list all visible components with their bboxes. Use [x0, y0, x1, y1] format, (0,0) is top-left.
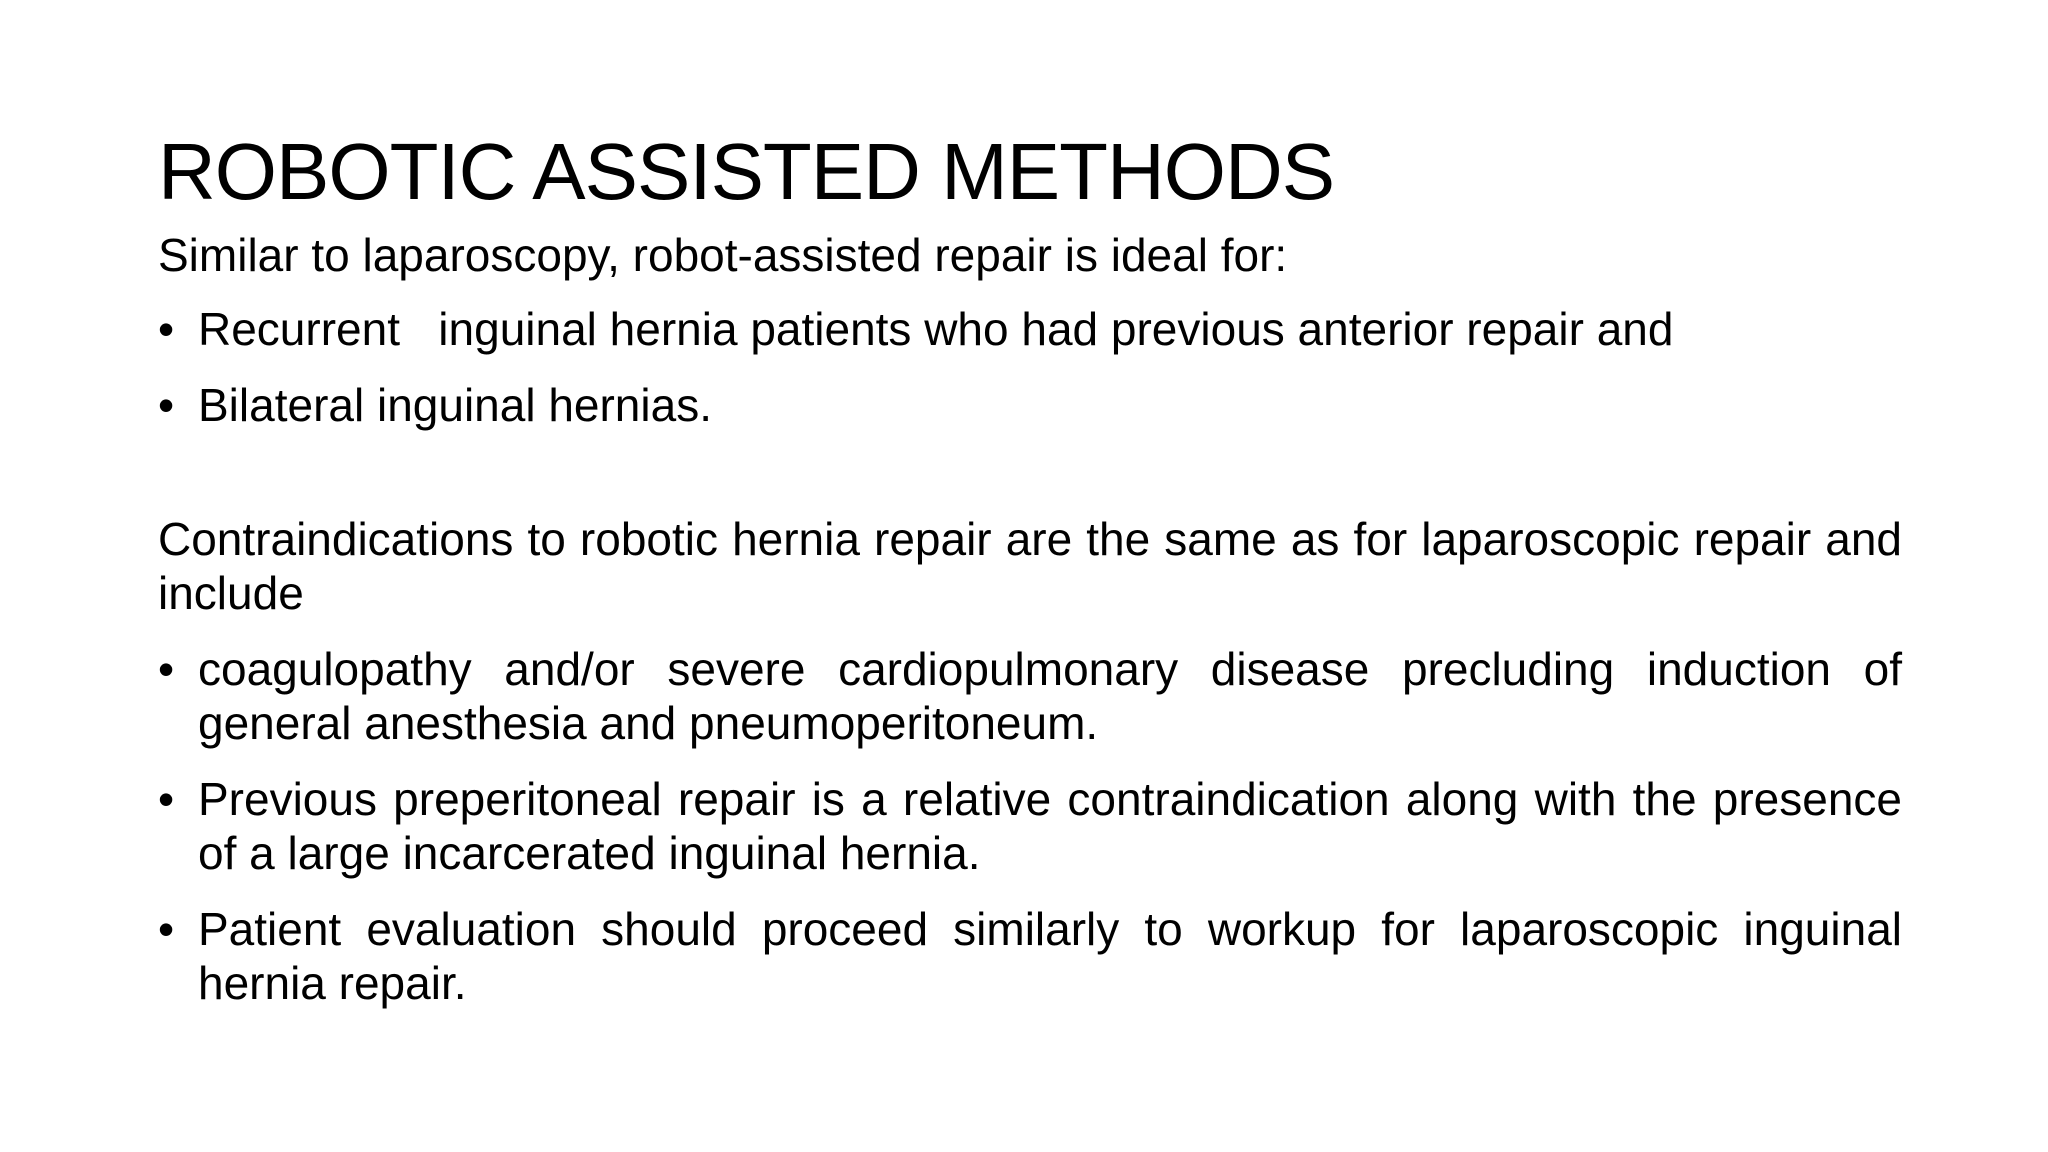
bullet-text: Bilateral inguinal hernias. [198, 379, 712, 431]
bullet-text: Recurrent inguinal hernia patients who had previous anterior repair and [198, 303, 1674, 355]
bullet-item [158, 772, 1902, 880]
bullet-icon: • [158, 643, 175, 695]
slide-body [158, 228, 1902, 1032]
bullet-item [158, 302, 1902, 356]
bullet-item [158, 902, 1902, 1010]
bullet-item [158, 378, 1902, 432]
bullet-item [158, 642, 1902, 750]
bullet-text: coagulopathy and/or severe cardiopulmonary disease precluding induction of general anesthesia and pneumoperitoneum. [198, 643, 1902, 749]
bullet-text: Patient evaluation should proceed similarly to workup for laparoscopic inguinal hernia repair. [198, 903, 1902, 1009]
intro-text: Similar to laparoscopy, robot-assisted repair is ideal for: [158, 229, 1288, 281]
bullet-icon: • [158, 903, 175, 955]
slide-title: ROBOTIC ASSISTED METHODS [158, 127, 1335, 216]
bullet-icon: • [158, 379, 175, 431]
spacer [158, 454, 1902, 512]
bullet-icon: • [158, 303, 175, 355]
bullet-icon: • [158, 773, 175, 825]
bullet-text: Previous preperitoneal repair is a relative contraindication along with the presence of a large incarcerated inguinal hernia. [198, 773, 1902, 879]
contraindications-intro: Contraindications to robotic hernia repair are the same as for laparoscopic repair and include [158, 513, 1902, 619]
